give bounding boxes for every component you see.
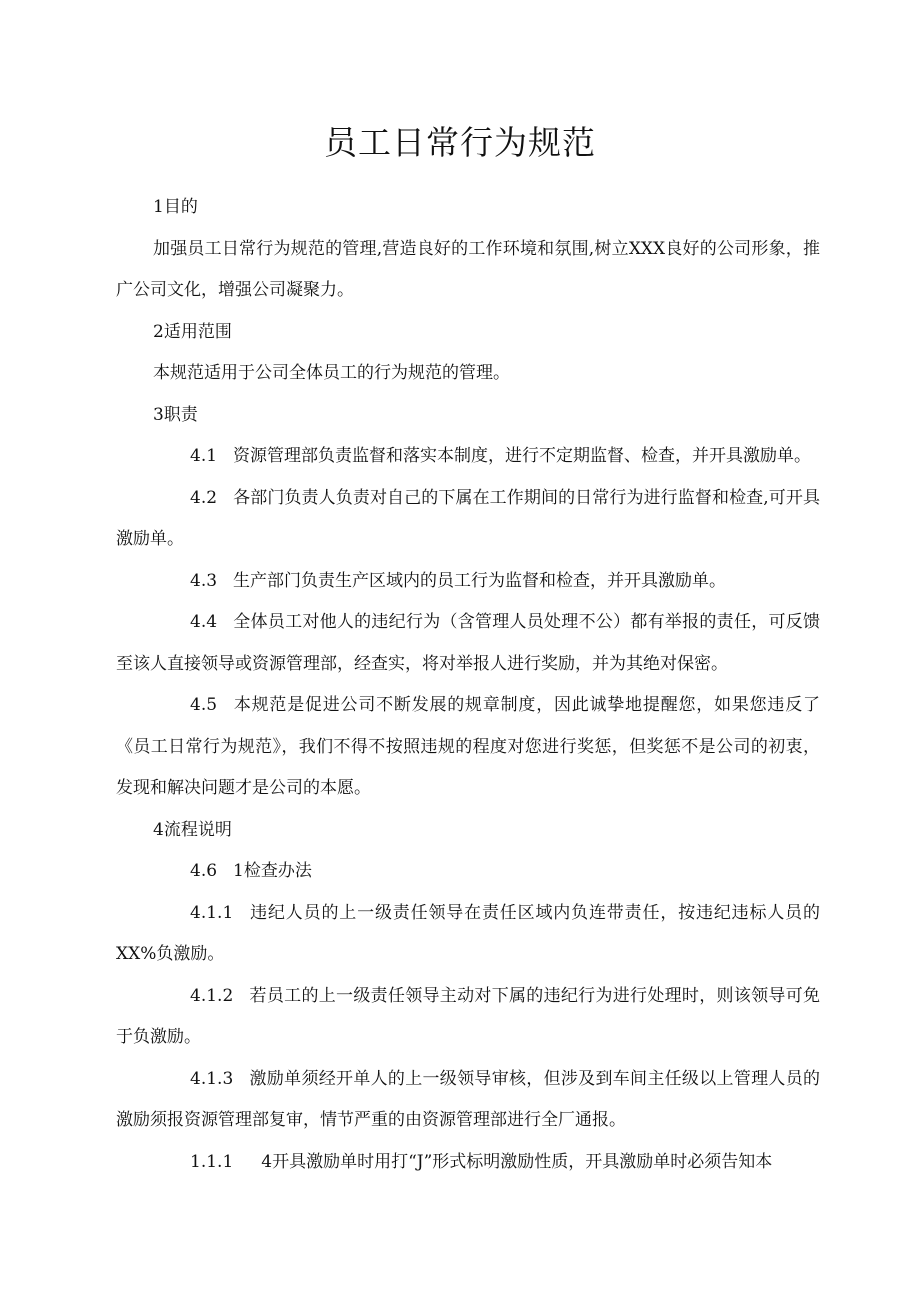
section-heading-duties [116,395,820,437]
paragraph-text: 本规范适用于公司全体员工的行为规范的管理。 [153,363,510,383]
clause-number: 4.5 [190,695,218,715]
clause-number: 4.1.3 [190,1068,234,1089]
clause-number: 4.3 [190,570,218,591]
paragraph-text: 4开具激励单时用打“J”形式标明激励性质，开具激励单时必须告知本 [261,1151,773,1172]
paragraph-text: 全体员工对他人的违纪行为（含管理人员处理不公）都有举报的责任，可反馈至该人直接领导或资源管理部，经查实，将对举报人进行奖励，并为其绝对保密。 [116,612,820,674]
clause-number: 4.1.2 [190,985,234,1006]
clause-number: 4.4 [190,612,218,632]
clause-number: 4.6 [190,861,218,881]
paragraph-text: 4流程说明 [153,819,232,840]
clause-number: 4.1 [190,446,218,466]
clause-4-2 [116,478,820,561]
clause-4-5 [116,685,820,810]
clause-number: 4.2 [190,487,218,508]
clause-4-1-3 [116,1059,820,1142]
document-body [116,187,820,1183]
paragraph-text: 2适用范围 [153,321,232,342]
paragraph-text: 本规范是促进公司不断发展的规章制度，因此诚挚地提醒您，如果您违反了《员工日常行为规范》，我们不得不按照违规的程度对您进行奖惩，但奖惩不是公司的初衷，发现和解决问题才是公司的本愿。 [116,695,820,798]
paragraph-text: 若员工的上一级责任领导主动对下属的违纪行为进行处理时，则该领导可免于负激励。 [116,985,820,1047]
paragraph-text: 生产部门负责生产区域内的员工行为监督和检查，并开具激励单。 [233,570,727,591]
clause-4-3 [116,561,820,603]
clause-4-1-2 [116,976,820,1059]
paragraph-text: 3职责 [153,404,198,425]
paragraph-purpose [116,229,820,312]
clause-1-1-1 [116,1142,820,1184]
clause-4-1-1 [116,893,820,976]
clause-number: 1.1.1 [190,1151,234,1172]
section-heading-process [116,810,820,852]
paragraph-text: 加强员工日常行为规范的管理,营造良好的工作环境和氛围,树立XXX良好的公司形象，推广公司文化，增强公司凝聚力。 [116,238,820,300]
clause-4-1 [116,436,820,478]
paragraph-text: 资源管理部负责监督和落实本制度，进行不定期监督、检查，并开具激励单。 [233,446,812,466]
section-heading-scope [116,312,820,354]
clause-4-4 [116,602,820,685]
paragraph-text: 激励单须经开单人的上一级领导审核，但涉及到车间主任级以上管理人员的激励须报资源管理部复审，情节严重的由资源管理部进行全厂通报。 [116,1068,820,1130]
section-heading-purpose [116,187,820,229]
paragraph-text: 各部门负责人负责对自己的下属在工作期间的日常行为进行监督和检查,可开具激励单。 [116,487,820,549]
page-title: 员工日常行为规范 [324,123,596,162]
paragraph-scope [116,353,820,395]
paragraph-text: 1检查办法 [233,861,312,881]
clause-4-6 [116,851,820,893]
paragraph-text: 违纪人员的上一级责任领导在责任区域内负连带责任，按违纪违标人员的XX%负激励。 [116,902,820,964]
paragraph-text: 1目的 [153,197,198,217]
clause-number: 4.1.1 [190,902,234,923]
